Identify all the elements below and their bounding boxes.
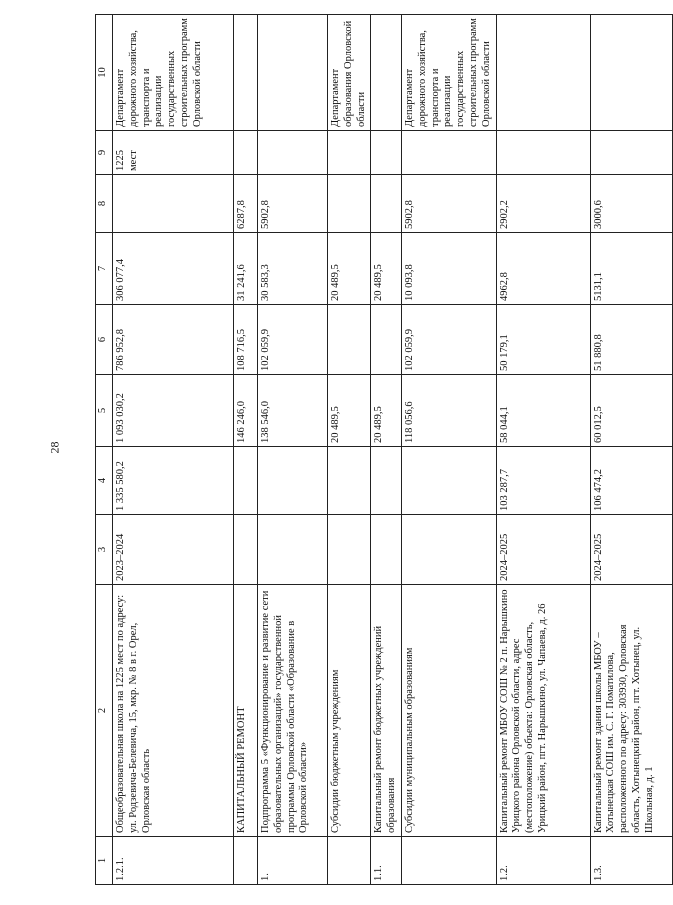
capacity — [496, 131, 590, 175]
object-name: Капитальный ремонт бюджетных учреждений образования — [371, 585, 402, 837]
regional-budget: 31 241,6 — [234, 233, 258, 305]
object-name: Субсидии бюджетным учреждениям — [328, 585, 371, 837]
row-number: 1.2. — [496, 837, 590, 885]
regional-budget: 10 093,8 — [401, 233, 496, 305]
row-number: 1. — [258, 837, 328, 885]
local-budget — [113, 175, 234, 233]
total-cost: 1 335 580,2 — [113, 447, 234, 515]
period — [371, 515, 402, 585]
table-row — [328, 15, 371, 885]
local-budget: 5902,8 — [258, 175, 328, 233]
funding-total: 1 093 030,2 — [113, 375, 234, 447]
total-cost: 106 474,2 — [590, 447, 672, 515]
row-number — [401, 837, 496, 885]
local-budget: 5902,8 — [401, 175, 496, 233]
rotated-table-page — [95, 15, 655, 885]
header-cell: 6 — [96, 305, 113, 375]
local-budget — [328, 175, 371, 233]
local-budget: 3000,6 — [590, 175, 672, 233]
object-name: Общеобразовательная школа на 1225 мест по адресу: ул. Родзевича-Белевича, 15, мкр. № 8 в г. Орел, Орловская область — [113, 585, 234, 837]
row-number: 1.2.1. — [113, 837, 234, 885]
row-number: 1.3. — [590, 837, 672, 885]
header-cell: 5 — [96, 375, 113, 447]
period — [234, 515, 258, 585]
table-row — [371, 15, 402, 885]
row-number — [328, 837, 371, 885]
row-number: 1.1. — [371, 837, 402, 885]
table-row — [258, 15, 328, 885]
header-cell: 3 — [96, 515, 113, 585]
funding-total: 20 489,5 — [371, 375, 402, 447]
object-name: Капитальный ремонт здания школы МБОУ – Хотынецкая СОШ им. С. Г. Поматилова, расположенного по адресу: 303930, Орловская область, Хотынецкий район, пгт. Хотынец, ул. Школьная, д. 1 — [590, 585, 672, 837]
funding-total: 60 012,5 — [590, 375, 672, 447]
funding-total: 138 546,0 — [258, 375, 328, 447]
regional-budget: 20 489,5 — [328, 233, 371, 305]
period — [401, 515, 496, 585]
header-cell: 2 — [96, 585, 113, 837]
header-cell: 1 — [96, 837, 113, 885]
regional-budget: 30 583,3 — [258, 233, 328, 305]
period: 2024–2025 — [590, 515, 672, 585]
header-cell: 7 — [96, 233, 113, 305]
total-cost — [401, 447, 496, 515]
budget-table — [95, 14, 673, 885]
table-row — [401, 15, 496, 885]
regional-budget: 5131,1 — [590, 233, 672, 305]
period: 2024–2025 — [496, 515, 590, 585]
funding-total: 146 246,0 — [234, 375, 258, 447]
responsible-department: Департамент дорожного хозяйства, транспорта и реализации государственных строительных программ Орловской области — [113, 15, 234, 131]
local-budget: 2902,2 — [496, 175, 590, 233]
responsible-department — [258, 15, 328, 131]
funding-total: 58 044,1 — [496, 375, 590, 447]
capacity — [258, 131, 328, 175]
header-cell: 10 — [96, 15, 113, 131]
capacity — [401, 131, 496, 175]
table-row — [113, 15, 234, 885]
federal-budget — [328, 305, 371, 375]
funding-total: 118 056,6 — [401, 375, 496, 447]
responsible-department — [371, 15, 402, 131]
total-cost: 103 287,7 — [496, 447, 590, 515]
object-name: КАПИТАЛЬНЫЙ РЕМОНТ — [234, 585, 258, 837]
header-cell: 9 — [96, 131, 113, 175]
capacity: 1225 мест — [113, 131, 234, 175]
capacity — [234, 131, 258, 175]
responsible-department — [234, 15, 258, 131]
total-cost — [371, 447, 402, 515]
responsible-department: Департамент дорожного хозяйства, транспорта и реализации государственных строительных программ Орловской области — [401, 15, 496, 131]
table-row — [590, 15, 672, 885]
local-budget — [371, 175, 402, 233]
header-cell: 8 — [96, 175, 113, 233]
responsible-department: Департамент образования Орловской области — [328, 15, 371, 131]
federal-budget: 102 059,9 — [401, 305, 496, 375]
responsible-department — [590, 15, 672, 131]
responsible-department — [496, 15, 590, 131]
local-budget: 6287,8 — [234, 175, 258, 233]
federal-budget: 108 716,5 — [234, 305, 258, 375]
object-name: Субсидии муниципальным образованиям — [401, 585, 496, 837]
object-name: Капитальный ремонт МБОУ СОШ № 2 п. Нарышкино Урицкого района Орловской области, адрес (местоположение) объекта: Орловская область, Урицкий район, пгт. Нарышкино, ул. Чапаева, д. 26 — [496, 585, 590, 837]
table-row — [234, 15, 258, 885]
regional-budget: 306 077,4 — [113, 233, 234, 305]
capacity — [371, 131, 402, 175]
total-cost — [328, 447, 371, 515]
total-cost — [234, 447, 258, 515]
federal-budget: 786 952,8 — [113, 305, 234, 375]
federal-budget: 50 179,1 — [496, 305, 590, 375]
object-name: Подпрограмма 5 «Функционирование и развитие сети образовательных организаций» государственной программы Орловской области «Образование в Орловской области» — [258, 585, 328, 837]
capacity — [328, 131, 371, 175]
period — [258, 515, 328, 585]
regional-budget: 20 489,5 — [371, 233, 402, 305]
period — [328, 515, 371, 585]
federal-budget: 51 880,8 — [590, 305, 672, 375]
row-number — [234, 837, 258, 885]
total-cost — [258, 447, 328, 515]
header-cell: 4 — [96, 447, 113, 515]
funding-total: 20 489,5 — [328, 375, 371, 447]
capacity — [590, 131, 672, 175]
federal-budget — [371, 305, 402, 375]
table-row — [496, 15, 590, 885]
regional-budget: 4962,8 — [496, 233, 590, 305]
federal-budget: 102 059,9 — [258, 305, 328, 375]
header-row — [96, 15, 113, 885]
period: 2023–2024 — [113, 515, 234, 585]
page-number: 28 — [47, 441, 62, 454]
